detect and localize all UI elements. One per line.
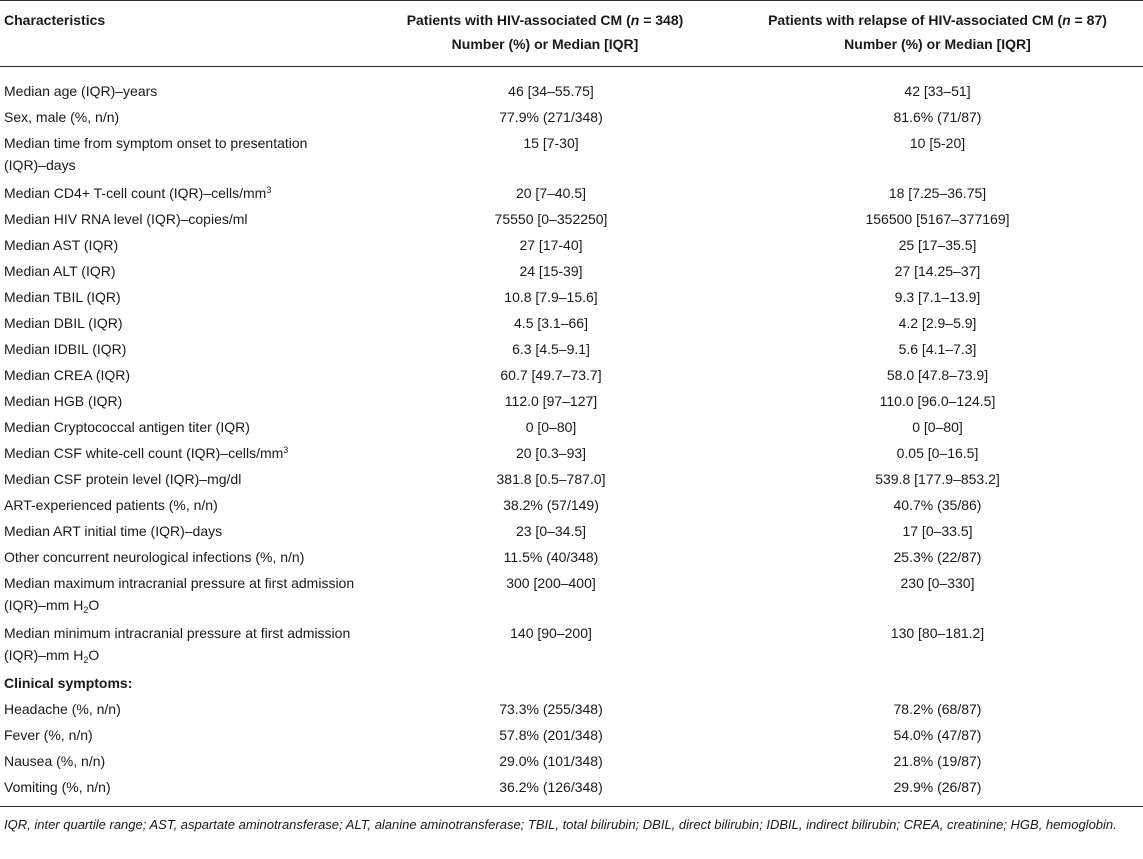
row-label-text: Median AST (IQR) <box>4 237 119 253</box>
row-label-unit-tail: O <box>88 647 100 663</box>
cell-hiv-cm-value: 140 [90–200] <box>510 625 592 641</box>
cell-hiv-cm-value: 75550 [0–352250] <box>494 211 608 227</box>
row-label-text: Median minimum intracranial pressure at first admission <box>4 625 351 641</box>
header-relapse-line1 <box>732 8 1143 32</box>
unit-superscript: 3 <box>283 445 289 455</box>
cell-relapse-value: 81.6% (71/87) <box>893 109 982 125</box>
cell-hiv-cm-value: 6.3 [4.5–9.1] <box>512 341 590 357</box>
table-row <box>0 286 1143 312</box>
cell-hiv-cm-value: 381.8 [0.5–787.0] <box>496 471 606 487</box>
header-relapse-line2: Number (%) or Median [IQR] <box>844 36 1031 52</box>
table-row <box>0 494 1143 520</box>
table-row <box>0 546 1143 572</box>
header-relapse-prefix: Patients with relapse of HIV-associated CM ( <box>768 12 1063 28</box>
table-row <box>0 182 1143 208</box>
cell-hiv-cm-value: 46 [34–55.75] <box>508 83 594 99</box>
cell-relapse-value: 130 [80–181.2] <box>890 625 985 641</box>
row-label-text: Median maximum intracranial pressure at first admission <box>4 575 355 591</box>
cell-relapse-value: 27 [14.25–37] <box>894 263 981 279</box>
cell-relapse-value: 539.8 [177.9–853.2] <box>875 471 1000 487</box>
cell-relapse-value: 54.0% (47/87) <box>893 727 982 743</box>
section-heading <box>0 672 370 694</box>
cell-hiv-cm-value: 73.3% (255/348) <box>499 701 603 717</box>
table-row <box>0 750 1143 776</box>
cell-relapse-value: 156500 [5167–377169] <box>865 211 1010 227</box>
cell-relapse-value: 42 [33–51] <box>904 83 971 99</box>
table-row <box>0 468 1143 494</box>
row-label-text: Median age (IQR)–years <box>4 83 158 99</box>
row-label-text: Median CD4+ T-cell count (IQR)–cells/mm <box>4 185 267 201</box>
cell-hiv-cm-value: 0 [0–80] <box>525 419 577 435</box>
cell-hiv-cm-value: 11.5% (40/348) <box>503 549 599 565</box>
row-label-text: Vomiting (%, n/n) <box>4 779 111 795</box>
section-row <box>0 672 1143 698</box>
row-label <box>0 312 370 334</box>
cell-relapse-value: 40.7% (35/86) <box>893 497 982 513</box>
cell-relapse-value: 10 [5-20] <box>909 135 966 151</box>
row-label <box>0 182 370 204</box>
row-label <box>0 494 370 516</box>
row-label-text: Clinical symptoms: <box>4 675 133 691</box>
cell-relapse-value: 18 [7.25–36.75] <box>888 185 987 201</box>
row-label-text: Headache (%, n/n) <box>4 701 121 717</box>
table-row <box>0 724 1143 750</box>
table-row <box>0 622 1143 672</box>
row-label <box>0 416 370 438</box>
cell-hiv-cm-value: 24 [15-39] <box>519 263 583 279</box>
table-body <box>0 80 1143 802</box>
table-top-rule <box>0 0 1143 1</box>
header-relapse-column <box>732 8 1143 56</box>
table-row <box>0 776 1143 802</box>
row-label <box>0 572 370 616</box>
cell-hiv-cm-value: 57.8% (201/348) <box>499 727 603 743</box>
row-label <box>0 776 370 798</box>
row-label-text: Median HGB (IQR) <box>4 393 123 409</box>
row-label-text: Median ART initial time (IQR)–days <box>4 523 223 539</box>
row-label-text: Median CREA (IQR) <box>4 367 131 383</box>
cell-relapse-value: 78.2% (68/87) <box>893 701 982 717</box>
row-label <box>0 106 370 128</box>
header-hiv-cm-prefix: Patients with HIV-associated CM ( <box>406 12 631 28</box>
cell-hiv-cm-value: 15 [7-30] <box>523 135 579 151</box>
table-row <box>0 132 1143 182</box>
row-label <box>0 234 370 256</box>
cell-relapse-value: 110.0 [96.0–124.5] <box>879 393 996 409</box>
row-label-text: Median IDBIL (IQR) <box>4 341 127 357</box>
cell-hiv-cm-value: 112.0 [97–127] <box>504 393 598 409</box>
header-bottom-rule <box>0 66 1143 67</box>
header-relapse-n-value: = 87) <box>1070 12 1107 28</box>
row-label <box>0 442 370 464</box>
table-bottom-rule <box>0 806 1143 807</box>
cell-hiv-cm-value: 10.8 [7.9–15.6] <box>504 289 598 305</box>
cell-relapse-value: 9.3 [7.1–13.9] <box>894 289 981 305</box>
header-hiv-cm-n-symbol: n <box>630 12 640 28</box>
header-relapse-n-symbol: n <box>1062 12 1071 28</box>
cell-hiv-cm-value: 36.2% (126/348) <box>499 779 603 795</box>
row-label-text: Median TBIL (IQR) <box>4 289 121 305</box>
table-row <box>0 338 1143 364</box>
header-hiv-cm-line1 <box>370 8 720 32</box>
row-label-continuation: (IQR)–days <box>4 157 76 173</box>
row-label-text: Fever (%, n/n) <box>4 727 93 743</box>
table-row <box>0 442 1143 468</box>
cell-relapse-value: 29.9% (26/87) <box>893 779 982 795</box>
table-row <box>0 208 1143 234</box>
row-label <box>0 546 370 568</box>
row-label-text: Median ALT (IQR) <box>4 263 116 279</box>
cell-relapse-value: 17 [0–33.5] <box>902 523 973 539</box>
row-label <box>0 286 370 308</box>
cell-relapse-value: 5.6 [4.1–7.3] <box>898 341 977 357</box>
unit-subscript: 2 <box>83 605 89 615</box>
row-label-text: Nausea (%, n/n) <box>4 753 106 769</box>
cell-hiv-cm-value: 27 [17-40] <box>519 237 583 253</box>
cell-relapse-value: 230 [0–330] <box>900 575 975 591</box>
cell-relapse-value: 25 [17–35.5] <box>898 237 977 253</box>
row-label-text: Sex, male (%, n/n) <box>4 109 120 125</box>
table-row <box>0 106 1143 132</box>
cell-hiv-cm-value: 4.5 [3.1–66] <box>514 315 588 331</box>
row-label-text: Other concurrent neurological infections (%, n/n) <box>4 549 305 565</box>
unit-subscript: 2 <box>83 655 89 665</box>
unit-superscript: 3 <box>266 185 272 195</box>
cell-hiv-cm-value: 300 [200–400] <box>506 575 596 591</box>
row-label <box>0 338 370 360</box>
row-label-text: Median time from symptom onset to presentation <box>4 135 308 151</box>
table-row <box>0 80 1143 106</box>
cell-relapse-value: 0.05 [0–16.5] <box>896 445 979 461</box>
table-row <box>0 698 1143 724</box>
cell-hiv-cm-value: 60.7 [49.7–73.7] <box>500 367 602 383</box>
table-row <box>0 416 1143 442</box>
table-row <box>0 364 1143 390</box>
cell-relapse-value: 0 [0–80] <box>912 419 963 435</box>
row-label <box>0 80 370 102</box>
row-label-text: Median DBIL (IQR) <box>4 315 123 331</box>
row-label <box>0 208 370 230</box>
table-row <box>0 390 1143 416</box>
row-label-text: Median HIV RNA level (IQR)–copies/ml <box>4 211 248 227</box>
cell-relapse-value: 21.8% (19/87) <box>893 753 982 769</box>
cell-hiv-cm-value: 20 [0.3–93] <box>515 445 587 461</box>
cell-hiv-cm-value: 29.0% (101/348) <box>499 753 603 769</box>
row-label <box>0 468 370 490</box>
row-label <box>0 622 370 666</box>
cell-hiv-cm-value: 77.9% (271/348) <box>499 109 603 125</box>
row-label-text: Median Cryptococcal antigen titer (IQR) <box>4 419 250 435</box>
table-row <box>0 312 1143 338</box>
table-row <box>0 260 1143 286</box>
row-label-text: ART-experienced patients (%, n/n) <box>4 497 218 513</box>
row-label <box>0 390 370 412</box>
row-label-text: Median CSF protein level (IQR)–mg/dl <box>4 471 242 487</box>
row-label-continuation: (IQR)–mm H <box>4 597 84 613</box>
row-label <box>0 698 370 720</box>
table-row <box>0 572 1143 622</box>
cell-hiv-cm-value: 20 [7–40.5] <box>515 185 587 201</box>
header-characteristics: Characteristics <box>4 12 106 28</box>
header-hiv-cm-n-value: = 348) <box>639 12 684 28</box>
row-label <box>0 724 370 746</box>
cell-relapse-value: 25.3% (22/87) <box>893 549 982 565</box>
row-label <box>0 750 370 772</box>
header-hiv-cm-column <box>370 8 720 56</box>
row-label <box>0 520 370 542</box>
table-row <box>0 520 1143 546</box>
table-row <box>0 234 1143 260</box>
row-label-text: Median CSF white-cell count (IQR)–cells/mm <box>4 445 284 461</box>
header-hiv-cm-line2: Number (%) or Median [IQR] <box>451 36 639 52</box>
cell-relapse-value: 4.2 [2.9–5.9] <box>898 315 977 331</box>
table-footnote: IQR, inter quartile range; AST, aspartate aminotransferase; ALT, alanine aminotransferase; TBIL, total bilirubin; DBIL, direct bilirubin; IDBIL, indirect bilirubin; CREA, creatinine; HGB, hemoglobin. <box>4 817 1117 832</box>
row-label <box>0 364 370 386</box>
cell-hiv-cm-value: 38.2% (57/149) <box>503 497 599 513</box>
row-label-unit-tail: O <box>88 597 100 613</box>
row-label <box>0 260 370 282</box>
row-label <box>0 132 370 176</box>
cell-relapse-value: 58.0 [47.8–73.9] <box>886 367 989 383</box>
cell-hiv-cm-value: 23 [0–34.5] <box>515 523 587 539</box>
row-label-continuation: (IQR)–mm H <box>4 647 84 663</box>
